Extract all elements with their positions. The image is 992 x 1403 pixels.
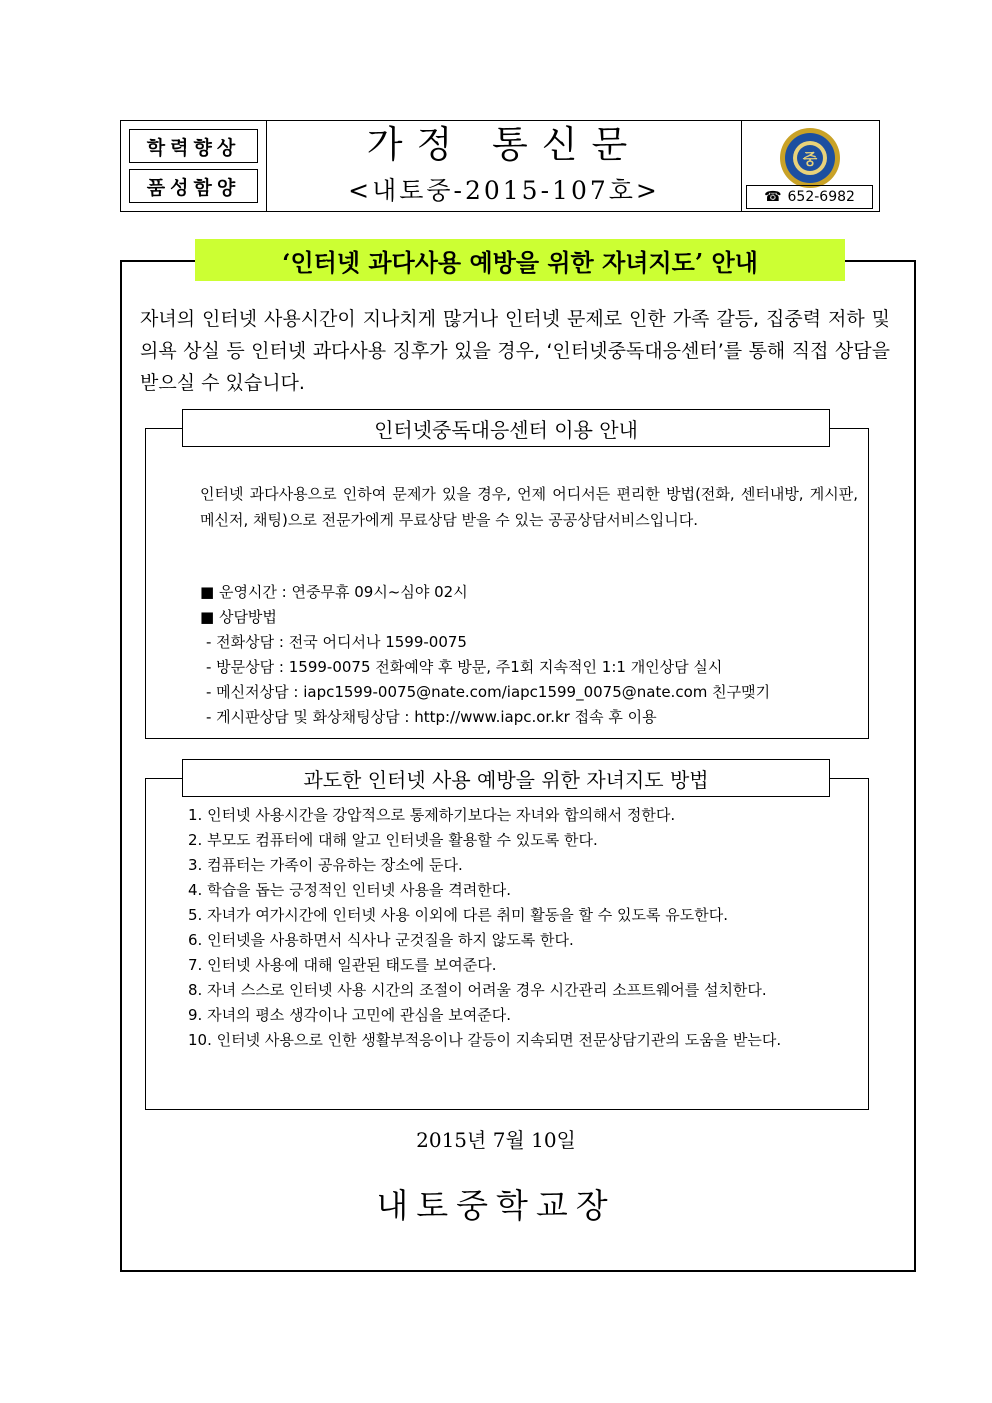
list-item: 9. 자녀의 평소 생각이나 고민에 관심을 보여준다.	[188, 1006, 511, 1024]
document-title: 가정 통신문	[366, 123, 642, 166]
list-item: 6. 인터넷을 사용하면서 식사나 군것질을 하지 않도록 한다.	[188, 931, 574, 949]
motto-character: 품성함양	[129, 169, 258, 203]
method-phone: - 전화상담 : 전국 어디서나 1599-0075	[206, 633, 467, 651]
motto-academic: 학력향상	[129, 129, 258, 163]
guide-steps	[188, 803, 858, 1053]
phone-number: 652-6982	[787, 189, 855, 205]
list-item: 4. 학습을 돕는 긍정적인 인터넷 사용을 격려한다.	[188, 881, 511, 899]
method-visit: - 방문상담 : 1599-0075 전화예약 후 방문, 주1회 지속적인 1:1 개인상담 실시	[206, 658, 723, 676]
list-item: 5. 자녀가 여가시간에 인터넷 사용 이외에 다른 취미 활동을 할 수 있도록 유도한다.	[188, 906, 728, 924]
center-info-title: 인터넷중독대응센터 이용 안내	[182, 409, 830, 447]
phone-box	[746, 185, 873, 209]
list-item: 10. 인터넷 사용으로 인한 생활부적응이나 갈등이 지속되면 전문상담기관의 도움을 받는다.	[188, 1031, 782, 1049]
operating-hours: ■ 운영시간 : 연중무휴 09시~심야 02시	[200, 580, 860, 605]
issue-number: <내토중-2015-107호>	[348, 176, 660, 205]
center-description: 인터넷 과다사용으로 인하여 문제가 있을 경우, 언제 어디서든 편리한 방법(전화, 센터내방, 게시판, 메신저, 채팅)으로 전문가에게 무료상담 받을 수 있는 공공상담서비스입니다.	[200, 485, 858, 529]
list-item: 1. 인터넷 사용시간을 강압적으로 통제하기보다는 자녀와 합의해서 정한다.	[188, 806, 676, 824]
method-messenger: - 메신저상담 : iapc1599-0075@nate.com/iapc1599_0075@nate.com 친구맺기	[206, 683, 771, 701]
guide-title: 과도한 인터넷 사용 예방을 위한 자녀지도 방법	[182, 759, 830, 797]
svg-text:중: 중	[802, 150, 818, 168]
motto-cell	[121, 121, 267, 211]
list-item: 7. 인터넷 사용에 대해 일관된 태도를 보여준다.	[188, 956, 497, 974]
phone-icon: ☎	[764, 189, 782, 205]
method-board-chat: - 게시판상담 및 화상채팅상담 : http://www.iapc.or.kr 접속 후 이용	[206, 708, 657, 726]
header-table	[120, 120, 880, 212]
logo-cell	[742, 121, 879, 211]
list-item: 3. 컴퓨터는 가족이 공유하는 장소에 둔다.	[188, 856, 463, 874]
title-cell	[267, 121, 742, 211]
principal-signature: 내토중학교장	[376, 1186, 616, 1225]
list-item: 8. 자녀 스스로 인터넷 사용 시간의 조절이 어려울 경우 시간관리 소프트웨어를 설치한다.	[188, 981, 767, 999]
center-details	[200, 580, 860, 730]
notice-banner: ‘인터넷 과다사용 예방을 위한 자녀지도’ 안내	[195, 239, 845, 281]
counsel-method-label: ■ 상담방법	[200, 605, 860, 630]
list-item: 2. 부모도 컴퓨터에 대해 알고 인터넷을 활용할 수 있도록 한다.	[188, 831, 598, 849]
school-emblem-icon	[778, 127, 842, 189]
intro-paragraph: 자녀의 인터넷 사용시간이 지나치게 많거나 인터넷 문제로 인한 가족 갈등, 집중력 저하 및 의욕 상실 등 인터넷 과다사용 징후가 있을 경우, ‘인터넷중독대응센터’를 통해 직접 상담을 받으실 수 있습니다.	[140, 308, 890, 394]
issue-date: 2015년 7월 10일	[416, 1128, 576, 1152]
